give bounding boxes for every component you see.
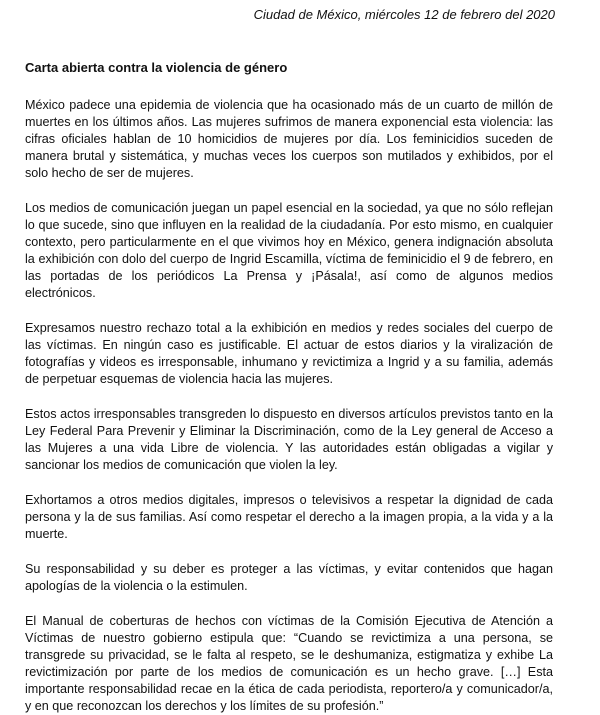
letter-title: Carta abierta contra la violencia de género — [25, 60, 288, 75]
paragraph-6: Su responsabilidad y su deber es proteger a las víctimas, y evitar contenidos que hagan apologías de la violencia o la estimulen. — [25, 562, 553, 593]
paragraph-4: Estos actos irresponsables transgreden lo dispuesto en diversos artículos previstos tanto en la Ley Federal Para Prevenir y Eliminar la Discriminación, como de la Ley general de Acceso a las Mujeres a una vida Libre de violencia. Y las autoridades están obligadas a vigilar y sancionar los medios de comunicación que violen la ley. — [25, 407, 553, 472]
paragraph-2: Los medios de comunicación juegan un papel esencial en la sociedad, ya que no sólo reflejan lo que sucede, sino que influyen en la realidad de la ciudadanía. Por esto mismo, en cualquier contexto, pero particularmente en el que vivimos hoy en México, genera indignación absoluta la exhibición con dolo del cuerpo de Ingrid Escamilla, víctima de feminicidio el 9 de febrero, en las portadas de los periódicos La Prensa y ¡Pásala!, así como de algunos medios electrónicos. — [25, 201, 553, 300]
paragraph-5: Exhortamos a otros medios digitales, impresos o televisivos a respetar la dignidad de cada persona y la de sus familias. Así como respetar el derecho a la imagen propia, a la vida y a la muerte. — [25, 493, 553, 541]
paragraph-1: México padece una epidemia de violencia que ha ocasionado más de un cuarto de millón de muertes en los últimos años. Las mujeres sufrimos de manera exponencial esta violencia: las cifras oficiales hablan de 10 homicidios de mujeres por día. Los feminicidios suceden de manera brutal y sistemática, y muchas veces los cuerpos son mutilados y exhibidos, por el solo hecho de ser de mujeres. — [25, 98, 553, 180]
paragraph-7: El Manual de coberturas de hechos con víctimas de la Comisión Ejecutiva de Atención a Víctimas de nuestro gobierno estipula que: “Cuando se revictimiza a una persona, se transgrede su privacidad, se le falta al respeto, se le deshumaniza, estigmatiza y exhibe La revictimización por parte de los medios de comunicación es un hecho grave. […] Esta importante responsabilidad recae en la ética de cada periodista, reportero/a y comunicador/a, y en que reconozcan los derechos y los límites de su profesión.” — [25, 614, 553, 713]
paragraph-3: Expresamos nuestro rechazo total a la exhibición en medios y redes sociales del cuerpo de las víctimas. En ningún caso es justificable. El actuar de estos diarios y la viralización de fotografías y videos es irresponsable, inhumano y revictimiza a Ingrid y a su familia, además de perpetuar esquemas de violencia hacia las mujeres. — [25, 321, 553, 386]
letter-body — [25, 97, 553, 715]
dateline: Ciudad de México, miércoles 12 de febrero del 2020 — [253, 7, 555, 22]
